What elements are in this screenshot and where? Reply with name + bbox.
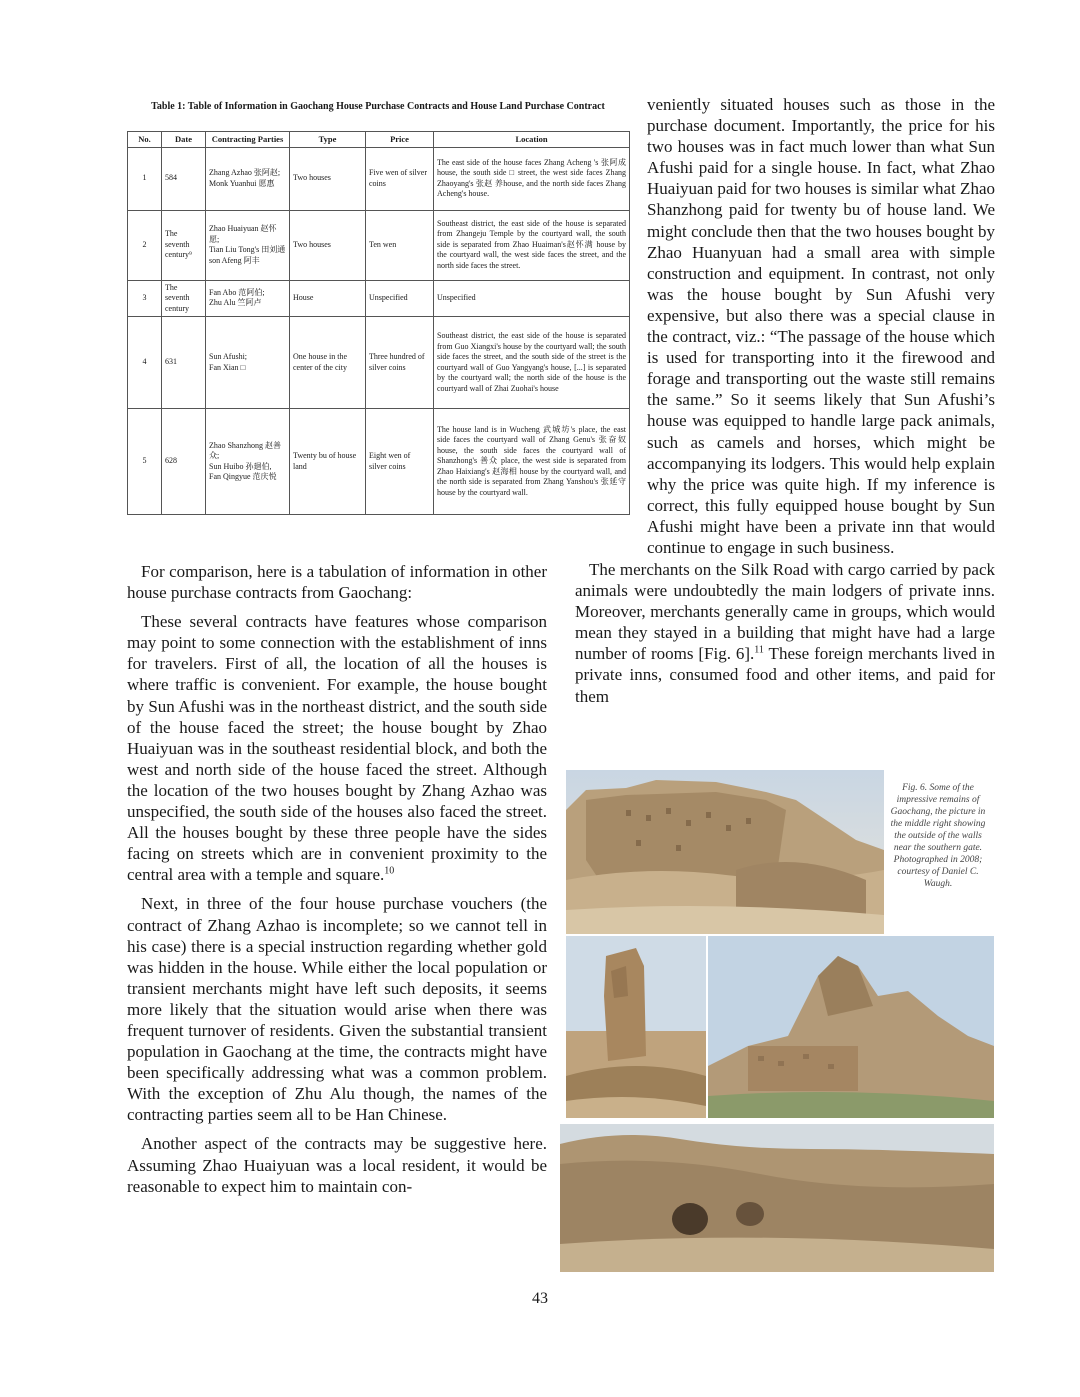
cell-price: Ten wen xyxy=(366,210,434,280)
table-row xyxy=(128,409,630,515)
footnote-ref: 11 xyxy=(754,644,764,656)
body-paragraph xyxy=(575,559,995,707)
cell-no: 1 xyxy=(128,147,162,210)
paragraph-text: These foreign merchants lived in private inns, consumed food and other items, and paid for them xyxy=(575,644,996,706)
cell-parties: Zhao Shanzhong 赵善众; Sun Huibo 孙廻伯, Fan Qingyue 范庆悦 xyxy=(206,409,290,515)
cell-type: House xyxy=(290,280,366,317)
paragraph-text: The merchants on the Silk Road with cargo carried by pack animals were undoubtedly the main lodgers of private inns. Moreover, merchants generally came in groups, which would mean they stayed in a building that might have had a large number of rooms [Fig. 6]. xyxy=(575,560,995,664)
table-row xyxy=(128,280,630,317)
table-row xyxy=(128,147,630,210)
header-no: No. xyxy=(128,132,162,148)
body-paragraph xyxy=(127,611,547,885)
body-paragraph: Another aspect of the contracts may be suggestive here. Assuming Zhao Huaiyuan was a local resident, it would be reasonable to expect him to maintain con- xyxy=(127,1134,547,1196)
cell-parties: Sun Afushi; Fan Xian □ xyxy=(206,317,290,409)
cell-price: Five wen of silver coins xyxy=(366,147,434,210)
cell-location: Unspecified xyxy=(434,280,630,317)
cell-date: 628 xyxy=(162,409,206,515)
cell-no: 3 xyxy=(128,280,162,317)
cell-type: Two houses xyxy=(290,210,366,280)
ruins-photo-wall xyxy=(708,936,994,1118)
cell-location: The east side of the house faces Zhang Acheng 's 张阿成 house, the south side □ street, the west side faces Zhang Zhaoyang's 张赵 养house, and the north side faces Zhang Acheng's house. xyxy=(434,147,630,210)
left-column xyxy=(127,561,547,1205)
header-location: Location xyxy=(434,132,630,148)
paragraph-text: These several contracts have features whose comparison may point to some connection with the establishment of inns for travelers. First of all, the location of all the houses is where traffic is convenient. For example, the house bought by Sun Afushi was in the northeast district, and the south side of the house faced the street; the house bought by Zhao Huaiyuan was in the southeast residential block, and both the west and north side of the house faced the street. Although the location of the two houses bought by Zhang Azhao was unspecified, the south side of the houses also faced the street. All the houses bought by these three people have the sides facing on streets which are in convenient proximity to the central area with a temple and square. xyxy=(127,612,547,885)
cell-parties: Zhang Azhao 张阿赵; Monk Yuanhui 愿惠 xyxy=(206,147,290,210)
cell-no: 5 xyxy=(128,409,162,515)
cell-parties: Zhao Huaiyuan 赵怀愿; Tian Liu Tong's 田刘通son Afeng 阿丰 xyxy=(206,210,290,280)
cell-type: Twenty bu of house land xyxy=(290,409,366,515)
cell-price: Three hundred of silver coins xyxy=(366,317,434,409)
body-paragraph: For comparison, here is a tabulation of information in other house purchase contracts from Gaochang: xyxy=(127,562,547,603)
header-price: Price xyxy=(366,132,434,148)
cell-date: 631 xyxy=(162,317,206,409)
cell-location: The house land is in Wucheng 武城坊's place, the east side faces the courtyard wall of Zhang Genu's 张奋奴 house, the south side faces the courtyard wall of Shanzhong's 善众 place, the west side is separated from Zhao Haixiang's 赵海相 house by the courtyard wall, and the north side is separated from Zhang Yanshou's 张延守 house by the courtyard wall. xyxy=(434,409,630,515)
cell-price: Unspecified xyxy=(366,280,434,317)
cell-no: 2 xyxy=(128,210,162,280)
cell-location: Southeast district, the east side of the house is separated from Zhangeju Temple by the courtyard wall, the south side is separated from Zhao Huaiman's赵怀满 house by the courtyard wall, the west side faces the street, and the north side faces the street. xyxy=(434,210,630,280)
header-type: Type xyxy=(290,132,366,148)
cell-location: Southeast district, the east side of the house is separated from Guo Xiangxi's house by the courtyard wall; the south side faces the street, and the south side of the street is the courtyard wall of Guo Yangyang's house, [...] is separated by the courtyard wall; the north side of the house is the courtyard wall of Zhai Zuohai's house xyxy=(434,317,630,409)
table-row xyxy=(128,317,630,409)
cell-no: 4 xyxy=(128,317,162,409)
ruins-photo-tower xyxy=(566,936,706,1118)
body-paragraph: veniently situated houses such as those in the purchase document. Importantly, the price for his two houses was in fact much lower than what Sun Afushi paid for a single house. In fact, what Zhao Huaiyuan paid for two houses is similar what Zhao Shanzhong paid for twenty bu of house land. We might conclude then that the two houses bought by Zhao Huanyuan had a small area with simple construction and equipment. In contrast, not only was the house bought by Sun Afushi very expensive, but also there was a special clause in the contract, viz.: “The passage of the house which is used for transporting into it the firewood and forage and transporting out the waste still remains the same.” So it seems likely that Sun Afushi’s house was equipped to handle large pack animals, such as camels and horses, which might be accompanying its lodgers. This would help explain why the price was quite high. If my inference is correct, this fully equipped house bought by Sun Afushi might have been a private inn that would continue to engage in such business. xyxy=(647,95,995,557)
page-number: 43 xyxy=(532,1290,548,1307)
table-caption: Table 1: Table of Information in Gaochang House Purchase Contracts and House Land Purchase Contract xyxy=(151,101,605,112)
cell-date: The seventh century⁹ xyxy=(162,210,206,280)
header-date: Date xyxy=(162,132,206,148)
right-column-middle xyxy=(575,559,995,715)
footnote-ref: 10 xyxy=(384,865,395,877)
cell-date: The seventh century xyxy=(162,280,206,317)
cell-price: Eight wen of silver coins xyxy=(366,409,434,515)
ruins-photo-top xyxy=(566,770,884,934)
ruins-photo-bottom xyxy=(560,1124,994,1272)
figure-caption: Fig. 6. Some of the impressive remains of Gaochang, the picture in the middle right showing the outside of the walls near the southern gate. Photographed in 2008; courtesy of Daniel C. Waugh. xyxy=(890,783,986,889)
table-header-row xyxy=(128,132,630,148)
header-parties: Contracting Parties xyxy=(206,132,290,148)
body-paragraph: Next, in three of the four house purchase vouchers (the contract of Zhang Azhao is incomplete; so we cannot tell in his case) there is a special instruction regarding whether gold was hidden in the house. While either the local population or transient merchants might have left such deposits, it seems more likely that the situation would arise when there was frequent turnover of residents. Given the substantial transient population in Gaochang at the time, the contracts might have been specifically addressing what was a common problem. With the exception of Zhu Alu though, the names of the contracting parties seem all to be Han Chinese. xyxy=(127,894,547,1125)
cell-date: 584 xyxy=(162,147,206,210)
cell-type: Two houses xyxy=(290,147,366,210)
cell-parties: Fan Abo 范阿伯; Zhu Alu 竺阿卢 xyxy=(206,280,290,317)
contracts-table xyxy=(127,131,630,515)
table-row xyxy=(128,210,630,280)
right-column-top xyxy=(647,94,995,566)
cell-type: One house in the center of the city xyxy=(290,317,366,409)
